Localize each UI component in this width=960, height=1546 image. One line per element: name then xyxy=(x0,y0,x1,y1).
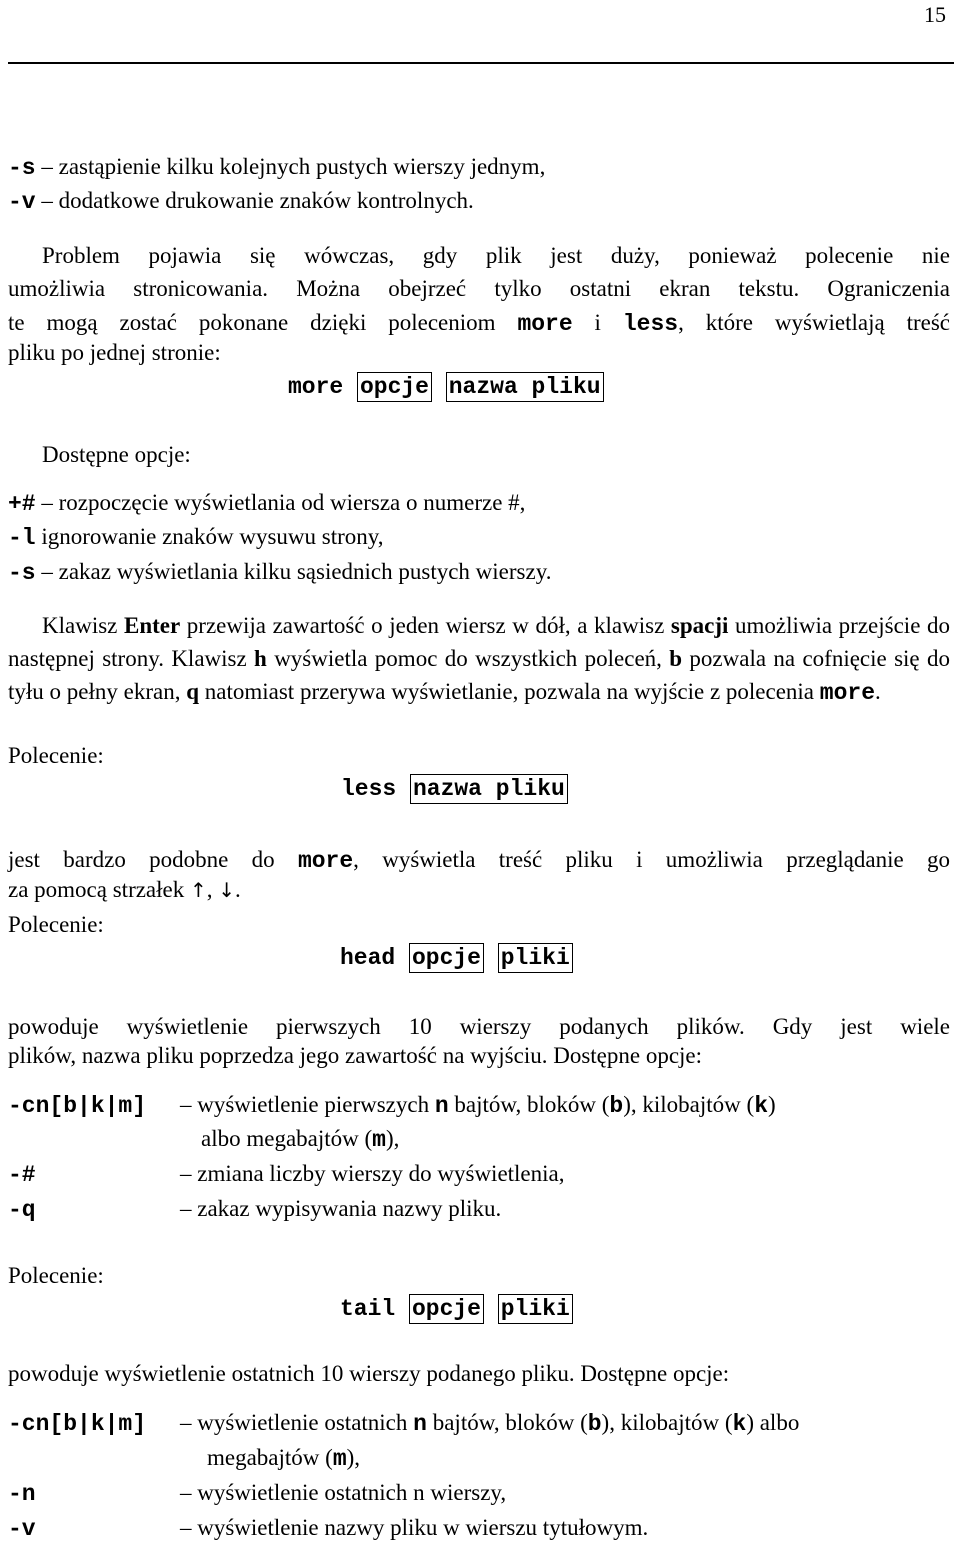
flag: -q xyxy=(8,1197,36,1223)
header-rule xyxy=(8,62,954,64)
inline-code: b xyxy=(587,1411,602,1437)
text: megabajtów ( xyxy=(207,1445,333,1470)
list-item xyxy=(8,154,545,181)
text: ), kilobajtów ( xyxy=(601,1410,733,1435)
text: Klawisz xyxy=(42,613,124,638)
option-flag xyxy=(8,1515,36,1542)
text: ), xyxy=(346,1445,361,1470)
command-arg: nazwa pliku xyxy=(446,372,604,402)
flag: -n xyxy=(8,1481,36,1507)
command-name: tail xyxy=(340,1296,396,1322)
text: ) albo xyxy=(746,1410,800,1435)
text: ) xyxy=(768,1092,776,1117)
text: pozwala na cofnięcie się do tyłu o pełny ekran, xyxy=(8,646,950,704)
option-desc xyxy=(180,1092,776,1119)
text: umożliwia przejście do następnej strony. Klawisz xyxy=(8,613,951,671)
inline-code: more xyxy=(297,848,354,874)
text: ), kilobajtów ( xyxy=(623,1092,755,1117)
inline-code: k xyxy=(754,1093,768,1119)
command-arg: nazwa pliku xyxy=(410,774,568,804)
paragraph-line: powoduje wyświetlenie pierwszych 10 wierszy podanych plików. Gdy jest wiele xyxy=(8,1014,950,1039)
text: te mogą zostać pokonane dzięki poleceniom xyxy=(8,310,518,335)
list-item xyxy=(8,524,384,551)
option-desc: – rozpoczęcie wyświetlania od wiersza o numerze #, xyxy=(41,490,526,515)
option-flag xyxy=(8,1161,36,1188)
flag: -v xyxy=(8,1516,36,1542)
key-name: q xyxy=(186,679,200,704)
option-flag: +# xyxy=(8,491,36,517)
option-flag xyxy=(8,1092,146,1119)
command-name: head xyxy=(340,945,396,971)
option-desc-cont xyxy=(201,1126,399,1153)
flag: -cn[b|k|m] xyxy=(8,1093,147,1119)
paragraph-line xyxy=(8,306,950,341)
list-item xyxy=(8,559,551,586)
text: – wyświetlenie ostatnich xyxy=(180,1410,414,1435)
text: wyświetla pomoc do wszystkich poleceń, xyxy=(266,646,670,671)
text: , wyświetla treść pliku i umożliwia przeglądanie go xyxy=(353,847,950,872)
label-polecenie: Polecenie: xyxy=(8,1263,104,1288)
key-name: Enter xyxy=(123,613,181,638)
command-arg: opcje xyxy=(357,372,432,402)
option-desc: – zakaz wypisywania nazwy pliku. xyxy=(180,1196,502,1221)
label-polecenie: Polecenie: xyxy=(8,912,104,937)
arrow-down-icon: ↓ xyxy=(218,878,236,902)
inline-code: n xyxy=(434,1093,449,1119)
option-desc: ignorowanie znaków wysuwu strony, xyxy=(41,524,384,549)
inline-code: more xyxy=(517,311,573,337)
paragraph-line: Problem pojawia się wówczas, gdy plik jest duży, ponieważ polecenie nie xyxy=(42,243,950,268)
option-desc: – zakaz wyświetlania kilku sąsiednich pustych wierszy. xyxy=(41,559,552,584)
inline-code: n xyxy=(413,1411,427,1437)
text: . xyxy=(235,877,241,902)
option-desc xyxy=(180,1410,799,1437)
text: jest bardzo podobne do xyxy=(8,847,298,872)
text: – wyświetlenie pierwszych xyxy=(180,1092,435,1117)
paragraph-line xyxy=(8,843,950,878)
option-desc: – wyświetlenie ostatnich n wierszy, xyxy=(180,1480,507,1505)
arrow-up-icon: ↑ xyxy=(190,878,207,902)
paragraph-line: powoduje wyświetlenie ostatnich 10 wierszy podanego pliku. Dostępne opcje: xyxy=(8,1361,730,1386)
option-flag xyxy=(8,1410,146,1437)
text: ), xyxy=(385,1126,400,1151)
flag: -cn[b|k|m] xyxy=(8,1411,147,1437)
paragraph xyxy=(8,609,950,710)
command-arg: opcje xyxy=(409,943,484,973)
section-label: Dostępne opcje: xyxy=(42,442,191,467)
option-flag: -l xyxy=(8,525,36,551)
option-flag: -v xyxy=(8,189,36,215)
page-number: 15 xyxy=(924,2,946,27)
inline-code: b xyxy=(609,1093,624,1119)
paragraph-line: umożliwia stronicowania. Można obejrzeć tylko ostatni ekran tekstu. Ograniczenia xyxy=(8,276,950,301)
label-polecenie: Polecenie: xyxy=(8,743,104,768)
command-syntax-head xyxy=(340,943,581,973)
option-desc: – zastąpienie kilku kolejnych pustych wierszy jednym, xyxy=(41,154,546,179)
command-name: more xyxy=(288,374,344,400)
text: , które wyświetlają treść xyxy=(678,310,951,335)
text: . xyxy=(875,679,881,704)
text: albo megabajtów ( xyxy=(201,1126,373,1151)
paragraph-line: plików, nazwa pliku poprzedza jego zawartość na wyjściu. Dostępne opcje: xyxy=(8,1043,703,1068)
command-arg: pliki xyxy=(498,943,573,973)
flag: -# xyxy=(8,1162,36,1188)
text: , xyxy=(206,877,219,902)
key-name: b xyxy=(669,646,683,671)
command-syntax-more xyxy=(288,372,612,402)
command-syntax-less xyxy=(341,774,576,804)
inline-code: m xyxy=(332,1446,347,1472)
command-syntax-tail xyxy=(340,1294,581,1324)
inline-code: more xyxy=(819,680,875,706)
list-item xyxy=(8,188,474,215)
command-name: less xyxy=(341,776,397,802)
option-desc: – zmiana liczby wierszy do wyświetlenia, xyxy=(180,1161,565,1186)
key-name: h xyxy=(254,646,267,671)
option-flag xyxy=(8,1196,36,1223)
text: i xyxy=(572,310,623,335)
text: natomiast przerywa wyświetlanie, pozwala na wyjście z polecenia xyxy=(199,679,820,704)
text: przewija zawartość o jeden wiersz w dół, a klawisz xyxy=(180,613,671,638)
paragraph-line: pliku po jednej stronie: xyxy=(8,340,221,365)
command-arg: pliki xyxy=(498,1294,573,1324)
paragraph-line xyxy=(8,877,241,903)
option-desc: – dodatkowe drukowanie znaków kontrolnych. xyxy=(41,188,474,213)
option-flag: -s xyxy=(8,155,36,181)
inline-code: less xyxy=(622,311,679,337)
option-flag: -s xyxy=(8,560,36,586)
text: bajtów, bloków ( xyxy=(426,1410,588,1435)
text: bajtów, bloków ( xyxy=(448,1092,610,1117)
option-desc-cont xyxy=(207,1445,360,1472)
option-desc: – wyświetlenie nazwy pliku w wierszu tytułowym. xyxy=(180,1515,649,1540)
inline-code: m xyxy=(372,1127,386,1153)
command-arg: opcje xyxy=(409,1294,484,1324)
option-flag xyxy=(8,1480,36,1507)
inline-code: k xyxy=(732,1411,747,1437)
key-name: spacji xyxy=(670,613,729,638)
list-item xyxy=(8,490,525,517)
text: za pomocą strzałek xyxy=(8,877,190,902)
